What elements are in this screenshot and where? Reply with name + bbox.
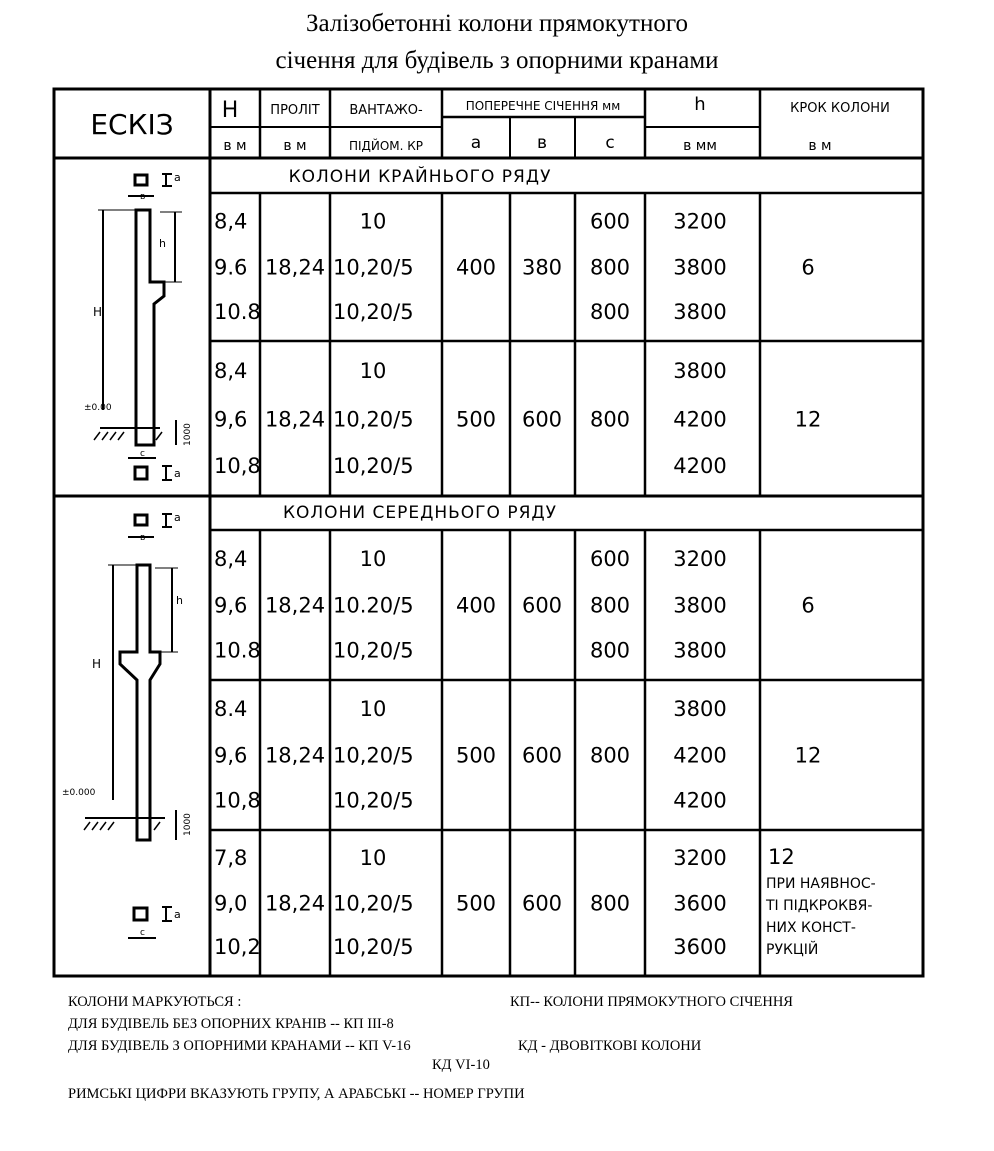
sketch2-label-H: Н	[92, 657, 102, 671]
sketch2-label-a-bottom: а	[174, 908, 181, 921]
note-line-1-right: КП-- КОЛОНИ ПРЯМОКУТНОГО СІЧЕННЯ	[510, 994, 793, 1010]
note-line-1: КОЛОНИ МАРКУЮТЬСЯ :	[68, 994, 242, 1010]
cell-H: 7,8	[214, 846, 248, 871]
table-frame	[54, 89, 923, 976]
cell-c: 800	[589, 891, 631, 916]
cross-section-middle-top-icon	[135, 515, 147, 525]
cell-H: 9,6	[214, 593, 248, 618]
cell-c: 800	[589, 299, 631, 324]
cell-step: 12	[794, 743, 822, 768]
sketch2-label-a: а	[174, 511, 181, 524]
column-profile-middle-icon	[120, 565, 160, 840]
header-H-unit: в м	[223, 138, 247, 154]
cell-h: 3800	[673, 359, 727, 384]
sketch-label-depth: 1000	[183, 423, 193, 446]
sketch-label-zero: ±0.00	[84, 403, 112, 413]
sketch2-label-h: h	[176, 594, 183, 607]
cell-b: 600	[521, 593, 563, 618]
cell-c: 600	[589, 209, 631, 234]
header-span: ПРОЛІТ	[270, 103, 320, 118]
cell-step: 6	[801, 593, 815, 618]
cell-step-note: РУКЦІЙ	[766, 942, 819, 958]
cell-a: 500	[455, 407, 497, 432]
cell-step: 12	[794, 407, 822, 432]
sketch2-label-zero: ±0.000	[62, 788, 96, 798]
cell-load: 10	[359, 846, 387, 871]
cell-load: 10	[359, 359, 387, 384]
cell-H: 10,8	[214, 788, 261, 813]
cell-h: 4200	[673, 743, 727, 768]
cell-step-note: ТІ ПІДКРОКВЯ-	[766, 898, 873, 914]
cell-h: 3200	[673, 547, 727, 571]
header-section: ПОПЕРЕЧНЕ СІЧЕННЯ мм	[465, 99, 621, 113]
cell-span: 18,24	[264, 593, 326, 618]
cell-step: 6	[801, 255, 815, 280]
cell-h: 3200	[673, 209, 727, 234]
header-h: h	[694, 94, 706, 115]
header-load: ВАНТАЖО-	[349, 103, 423, 118]
sketch-label-a: а	[174, 171, 181, 184]
note-line-5: РИМСЬКІ ЦИФРИ ВКАЗУЮТЬ ГРУПУ, А АРАБСЬКІ -- НОМЕР ГРУПИ	[68, 1086, 525, 1102]
header-step-unit: в м	[808, 138, 832, 154]
cell-b: 600	[521, 743, 563, 768]
cell-c: 800	[589, 593, 631, 618]
cell-h: 3600	[673, 891, 727, 916]
sketch-label-b: в	[140, 192, 146, 202]
cell-c: 800	[589, 638, 631, 663]
cell-b: 380	[521, 255, 563, 280]
cell-step-note: ПРИ НАЯВНОС-	[766, 876, 876, 892]
cell-h: 4200	[673, 407, 727, 432]
cell-load: 10	[359, 209, 387, 234]
cell-h: 3200	[673, 846, 727, 871]
cell-step: 12	[768, 845, 795, 869]
note-line-3-right: КД - ДВОВІТКОВІ КОЛОНИ	[518, 1038, 702, 1054]
header-load-unit: ПІДЙОМ. КР	[348, 139, 424, 153]
cell-c: 800	[589, 743, 631, 768]
cell-load: 10	[359, 547, 387, 571]
cell-a: 500	[455, 891, 497, 916]
cell-c: 600	[589, 547, 631, 571]
cell-b: 600	[521, 407, 563, 432]
header-c: с	[605, 133, 615, 153]
cell-H: 8.4	[214, 697, 248, 721]
cell-H: 10,8	[214, 453, 261, 478]
cross-section-bottom-icon	[135, 467, 147, 479]
cell-span: 18,24	[264, 255, 326, 280]
sketch-label-a-bottom: а	[174, 467, 181, 480]
sketch2-label-depth: 1000	[183, 813, 193, 836]
sketch-label-h: h	[159, 237, 166, 250]
cell-H: 8,4	[214, 359, 248, 384]
header-b: в	[536, 133, 548, 153]
cell-H: 9.6	[214, 255, 248, 280]
section-title-middle: КОЛОНИ СЕРЕДНЬОГО РЯДУ	[282, 503, 558, 523]
header-step: КРОК КОЛОНИ	[790, 101, 890, 116]
cell-a: 400	[455, 593, 497, 618]
sketch-label-c: с	[140, 449, 145, 459]
cell-b: 600	[521, 891, 563, 916]
cell-H: 10.8	[214, 299, 261, 324]
sketch-label-H: Н	[93, 305, 103, 319]
sketch2-label-c: с	[140, 928, 145, 938]
cell-h: 3800	[673, 638, 727, 663]
cell-load: 10,20/5	[333, 453, 414, 478]
cell-H: 8,4	[214, 209, 248, 234]
note-line-4: КД VI-10	[432, 1057, 490, 1073]
cell-span: 18,24	[264, 743, 326, 768]
page-title-line-2: січення для будівель з опорними кранами	[275, 47, 719, 74]
cell-a: 500	[455, 743, 497, 768]
cell-load: 10.20/5	[333, 593, 414, 618]
note-line-2: ДЛЯ БУДІВЕЛЬ БЕЗ ОПОРНИХ КРАНІВ -- КП ІІІ-8	[68, 1016, 394, 1032]
cell-h: 3600	[673, 935, 727, 960]
cell-step-note: НИХ КОНСТ-	[766, 920, 856, 936]
cell-load: 10,20/5	[333, 255, 414, 280]
cell-load: 10,20/5	[333, 407, 414, 432]
cell-load: 10,20/5	[333, 935, 414, 960]
cell-H: 8,4	[214, 547, 248, 571]
cell-load: 10,20/5	[333, 299, 414, 324]
header-span-unit: в м	[283, 138, 307, 154]
page-title-line-1: Залізобетонні колони прямокутного	[306, 10, 688, 37]
note-line-3: ДЛЯ БУДІВЕЛЬ З ОПОРНИМИ КРАНАМИ -- КП V-16	[68, 1038, 411, 1054]
header-h-unit: в мм	[683, 138, 717, 154]
cell-H: 9,6	[214, 743, 248, 768]
cell-load: 10,20/5	[333, 743, 414, 768]
header-a: а	[470, 133, 482, 153]
header-H: Н	[221, 98, 239, 123]
cell-h: 3800	[673, 255, 727, 280]
cell-load: 10,20/5	[333, 638, 414, 663]
cell-span: 18,24	[264, 891, 326, 916]
section-title-edge: КОЛОНИ КРАЙНЬОГО РЯДУ	[288, 167, 552, 187]
cell-h: 3800	[673, 299, 727, 324]
cell-c: 800	[589, 407, 631, 432]
header-sketch: ЕСКІЗ	[90, 108, 174, 141]
sketch2-label-b: в	[140, 533, 146, 543]
cell-H: 9,6	[214, 407, 248, 432]
cell-span: 18,24	[264, 407, 326, 432]
cell-load: 10,20/5	[333, 788, 414, 813]
cross-section-top-icon	[135, 175, 147, 185]
cross-section-middle-bottom-icon	[134, 908, 147, 920]
cell-load: 10	[359, 697, 387, 721]
cell-a: 400	[455, 255, 497, 280]
cell-h: 4200	[673, 788, 727, 813]
sketch-edge-column	[94, 174, 182, 480]
cell-h: 3800	[673, 697, 727, 721]
cell-h: 3800	[673, 593, 727, 618]
sketch-middle-column	[84, 514, 178, 938]
cell-c: 800	[589, 255, 631, 280]
cell-h: 4200	[673, 453, 727, 478]
cell-load: 10,20/5	[333, 891, 414, 916]
cell-H: 10,2	[214, 935, 261, 960]
cell-H: 9,0	[214, 891, 248, 916]
cell-H: 10.8	[214, 638, 261, 663]
